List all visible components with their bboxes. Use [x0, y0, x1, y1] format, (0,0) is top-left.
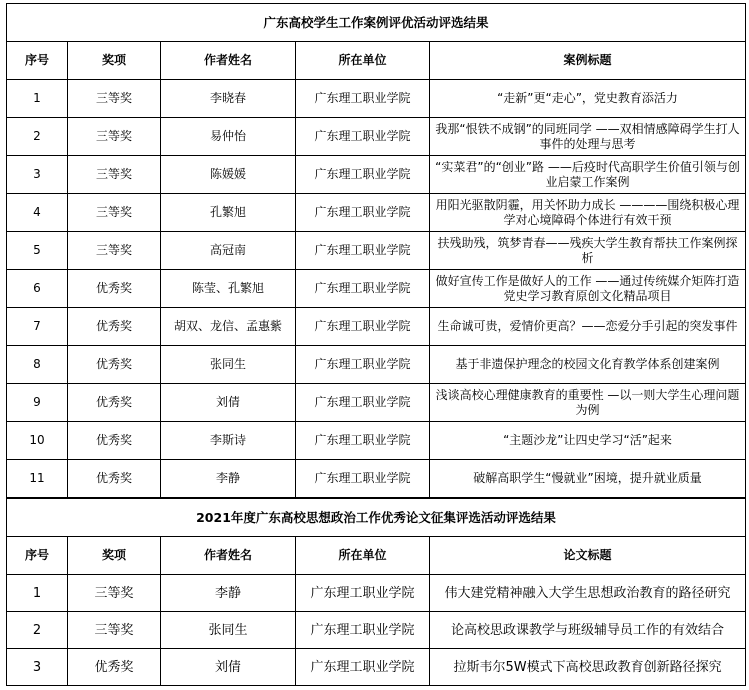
header-award: 奖项 — [68, 537, 161, 575]
cell-author: 李晓春 — [161, 80, 296, 118]
cell-author: 陈媛媛 — [161, 156, 296, 194]
cell-award: 三等奖 — [68, 194, 161, 232]
cell-title: 基于非遗保护理念的校园文化育教学体系创建案例 — [430, 346, 746, 384]
table-row — [7, 156, 746, 194]
cell-title: 论高校思政课教学与班级辅导员工作的有效结合 — [430, 612, 746, 649]
cell-no: 10 — [7, 422, 68, 460]
table-row — [7, 384, 746, 422]
cell-title: 我那“恨铁不成钢”的同班同学 ——双相情感障碍学生打人事件的处理与思考 — [430, 118, 746, 156]
cell-unit: 广东理工职业学院 — [296, 270, 430, 308]
header-author: 作者姓名 — [161, 537, 296, 575]
table2-body — [7, 575, 746, 686]
table-row — [7, 270, 746, 308]
cell-award: 优秀奖 — [68, 308, 161, 346]
cell-no: 9 — [7, 384, 68, 422]
cell-unit: 广东理工职业学院 — [296, 308, 430, 346]
cell-unit: 广东理工职业学院 — [296, 346, 430, 384]
cell-unit: 广东理工职业学院 — [296, 194, 430, 232]
cell-no: 6 — [7, 270, 68, 308]
table-row — [7, 422, 746, 460]
table-row — [7, 308, 746, 346]
header-award: 奖项 — [68, 42, 161, 80]
header-paper-title: 论文标题 — [430, 537, 746, 575]
cell-title: “主题沙龙”让四史学习“活”起来 — [430, 422, 746, 460]
table1-header-row — [7, 42, 746, 80]
cell-no: 1 — [7, 80, 68, 118]
table-row — [7, 194, 746, 232]
table-row — [7, 612, 746, 649]
table-row — [7, 118, 746, 156]
cell-title: “走新”更“走心”，党史教育添活力 — [430, 80, 746, 118]
cell-unit: 广东理工职业学院 — [296, 232, 430, 270]
cell-author: 李静 — [161, 460, 296, 498]
cell-award: 优秀奖 — [68, 460, 161, 498]
table-row — [7, 649, 746, 686]
header-author: 作者姓名 — [161, 42, 296, 80]
cell-author: 孔繁旭 — [161, 194, 296, 232]
cell-award: 三等奖 — [68, 612, 161, 649]
cell-unit: 广东理工职业学院 — [296, 612, 430, 649]
cell-title: 拉斯韦尔5W模式下高校思政教育创新路径探究 — [430, 649, 746, 686]
cell-unit: 广东理工职业学院 — [296, 156, 430, 194]
cell-award: 三等奖 — [68, 232, 161, 270]
cell-title: 浅谈高校心理健康教育的重要性 —以一则大学生心理问题为例 — [430, 384, 746, 422]
cell-title: 破解高职学生“慢就业”困境，提升就业质量 — [430, 460, 746, 498]
cell-unit: 广东理工职业学院 — [296, 649, 430, 686]
cell-unit: 广东理工职业学院 — [296, 80, 430, 118]
cell-title: 用阳光驱散阴霾，用关怀助力成长 ————围绕积极心理学对心境障碍个体进行有效干预 — [430, 194, 746, 232]
cell-no: 7 — [7, 308, 68, 346]
cell-award: 优秀奖 — [68, 346, 161, 384]
cell-no: 1 — [7, 575, 68, 612]
cell-author: 李斯诗 — [161, 422, 296, 460]
cell-unit: 广东理工职业学院 — [296, 460, 430, 498]
cell-no: 4 — [7, 194, 68, 232]
header-no: 序号 — [7, 42, 68, 80]
cell-author: 刘倩 — [161, 384, 296, 422]
cell-no: 8 — [7, 346, 68, 384]
cell-no: 2 — [7, 118, 68, 156]
cell-author: 高冠南 — [161, 232, 296, 270]
cell-no: 11 — [7, 460, 68, 498]
cell-unit: 广东理工职业学院 — [296, 384, 430, 422]
results-sheet — [6, 3, 745, 689]
paper-awards-table — [6, 498, 746, 686]
cell-award: 优秀奖 — [68, 422, 161, 460]
cell-award: 优秀奖 — [68, 649, 161, 686]
table1-body — [7, 80, 746, 498]
cell-title: “实菜君”的“创业”路 ——后疫时代高职学生价值引领与创业启蒙工作案例 — [430, 156, 746, 194]
table-row — [7, 80, 746, 118]
cell-no: 3 — [7, 156, 68, 194]
cell-award: 优秀奖 — [68, 384, 161, 422]
cell-unit: 广东理工职业学院 — [296, 118, 430, 156]
table-row — [7, 575, 746, 612]
cell-award: 三等奖 — [68, 156, 161, 194]
cell-title: 做好宣传工作是做好人的工作 ——通过传统媒介矩阵打造党史学习教育原创文化精品项目 — [430, 270, 746, 308]
cell-award: 三等奖 — [68, 80, 161, 118]
cell-author: 刘倩 — [161, 649, 296, 686]
table-row — [7, 460, 746, 498]
cell-no: 3 — [7, 649, 68, 686]
table1-title: 广东高校学生工作案例评优活动评选结果 — [7, 4, 746, 42]
table2-header-row — [7, 537, 746, 575]
cell-title: 生命诚可贵，爱情价更高？——恋爱分手引起的突发事件 — [430, 308, 746, 346]
cell-award: 三等奖 — [68, 575, 161, 612]
header-case-title: 案例标题 — [430, 42, 746, 80]
cell-title: 扶残助残，筑梦青春——残疾大学生教育帮扶工作案例探析 — [430, 232, 746, 270]
cell-no: 2 — [7, 612, 68, 649]
table-row — [7, 232, 746, 270]
header-no: 序号 — [7, 537, 68, 575]
cell-author: 易仲怡 — [161, 118, 296, 156]
header-unit: 所在单位 — [296, 537, 430, 575]
cell-award: 优秀奖 — [68, 270, 161, 308]
cell-unit: 广东理工职业学院 — [296, 422, 430, 460]
cell-no: 5 — [7, 232, 68, 270]
cell-author: 李静 — [161, 575, 296, 612]
cell-author: 张同生 — [161, 346, 296, 384]
table2-title: 2021年度广东高校思想政治工作优秀论文征集评选活动评选结果 — [7, 499, 746, 537]
case-awards-table — [6, 3, 746, 498]
cell-title: 伟大建党精神融入大学生思想政治教育的路径研究 — [430, 575, 746, 612]
cell-award: 三等奖 — [68, 118, 161, 156]
cell-author: 胡双、龙信、孟惠紫 — [161, 308, 296, 346]
table-row — [7, 346, 746, 384]
header-unit: 所在单位 — [296, 42, 430, 80]
cell-unit: 广东理工职业学院 — [296, 575, 430, 612]
cell-author: 张同生 — [161, 612, 296, 649]
cell-author: 陈莹、孔繁旭 — [161, 270, 296, 308]
